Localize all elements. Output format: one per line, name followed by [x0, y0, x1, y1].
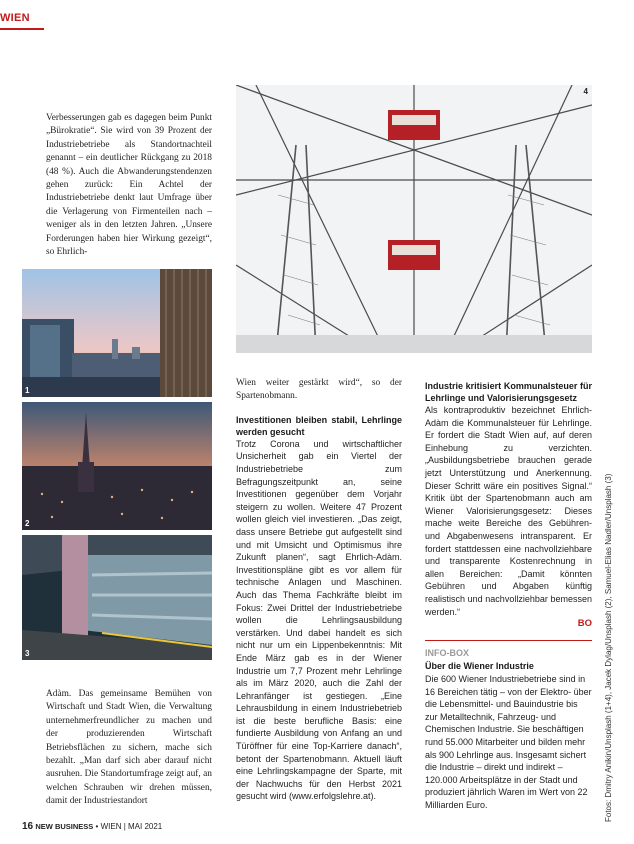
- infobox: [425, 648, 592, 812]
- photo-skyline: [22, 269, 212, 397]
- infobox-label: INFO-BOX: [425, 648, 469, 658]
- footer-date: MAI 2021: [128, 822, 163, 831]
- infobox-title: Über die Wiener Industrie: [425, 661, 534, 671]
- photo-credit: Fotos: Dmitry Anikin/Unsplash (1+4), Jacek Dylag/Unsplash (2), Samuel-Elias Nadler/Unsplash (3): [604, 473, 613, 822]
- photo-ferris-wheel: [236, 85, 592, 353]
- photo-subway: [22, 535, 212, 660]
- footer-section: WIEN: [100, 822, 122, 831]
- photo-number-2: 2: [25, 519, 30, 528]
- photo-number-3: 3: [25, 649, 30, 658]
- col1-bottom-text: [46, 688, 212, 809]
- section-rule: [0, 28, 44, 30]
- col3-text: [425, 380, 592, 632]
- col1-top-text: [46, 112, 212, 259]
- col1-bottom-paragraph: Adàm. Das gemeinsame Bemühen von Wirtschaft und Stadt Wien, die Verwaltung unternehmerfreundlicher zu machen und der produzierenden Wirtschaft Betriebsflächen zu sichern, mache sich bezahlt. „Man darf sich aber darauf nicht ausruhen. Die Standortumfrage zeigt auf, an welchen Schrauben wir drehen müssen, damit der Industriestandort: [46, 689, 212, 807]
- col2-text: [236, 377, 402, 803]
- magazine-name: NEW BUSINESS: [35, 822, 94, 831]
- photo-cathedral: [22, 402, 212, 530]
- footer-separator: |: [123, 822, 126, 831]
- page-number: 16: [22, 821, 34, 832]
- col2-intro: Wien weiter gestärkt wird“, so der Spartenobmann.: [236, 378, 402, 402]
- col3-heading: Industrie kritisiert Kommunalsteuer für Lehrlinge und Valorisierungsgesetz: [425, 381, 592, 403]
- infobox-body: Die 600 Wiener Industriebetriebe sind in 16 Bereichen tätig – von der Elektro- über die Lebensmittel- und Bauindustrie bis zur Metalltechnik, Fahrzeug- und Chemischen Industrie. Sie beschäftigen rund 55.000 Mitarbeiter und bilden mehr als 900 Lehrlinge aus. Insgesamt sichert die Industrie – direkt und indirekt – 120.000 Arbeitsplätze in der Stadt und produziert jährlich Waren im Wert von 22 Milliarden Euro.: [425, 674, 592, 810]
- col2-heading: Investitionen bleiben stabil, Lehrlinge werden gesucht: [236, 414, 402, 437]
- col3-body: Als kontraproduktiv bezeichnet Ehrlich-Adàm die Kommunalsteuer für Lehrlinge. Er fordert die Stadt Wien auf, auf deren Einhebung zu verzichten. „Ausbildungsbetriebe brauchen gerade jetzt Unterstützung und Anerkennung. Dieser Schritt wäre ein positives Signal.“ Kritik übt der Spartenobmann auch am Wiener Valorisierungsgesetz: Dieses mache weite Bereiche des Gebühren- und Abgabenwesens intransparent. Er fordert stattdessen eine nachvollziehbare und transparente Kostenrechnung in allen Bereichen: „Damit könnten Gebühren und Abgaben künftig realistisch und nachvollziehbar bemessen werden.“: [425, 405, 592, 617]
- photo-number-4: 4: [583, 87, 588, 96]
- photo-number-1: 1: [25, 386, 30, 395]
- col2-body: Trotz Corona und wirtschaftlicher Unsicherheit gab ein Viertel der Industriebetriebe zum Befragungszeitpunkt an, seine Investitionen gegenüber dem Vorjahr steigern zu wollen. Weitere 47 Prozent wollen gleich viel investieren. „Das zeigt, dass unsere Betriebe gut aufgestellt sind und mit Umsicht und Optimismus ihre Zukunft planen“, sagt Ehrlich-Adàm. Investitionspläne gibt es vor allem für technische Anlagen und Maschinen. Auch das Thema Fachkräfte bleibt im Fokus: Zwei Drittel der Industriebetriebe wollen die Lehrlingsausbildung verstärken. Und dabei handelt es sich nicht nur um ein Lippenbekenntnis: Mit Ende März gab es in der Wiener Industrie um 7,7 Prozent mehr Lehrlinge als im März 2020, auch die Zahl der Lehranfänger ist gestiegen. „Eine Lehrausbildung in einem Industriebetrieb ist die beste berufliche Basis: eine fundierte Ausbildung von Anfang an und Türöffner für eine Top-Karriere danach“, betont der Spartenobmann. Aktuell läuft eine Lehrlingskampagne der Sparte, mit der Nachwuchs für den Herbst 2021 gesucht wird (www.erfolgslehre.at).: [236, 438, 402, 802]
- page-footer: [22, 821, 162, 832]
- section-tag: WIEN: [0, 12, 30, 24]
- footer-bullet: •: [95, 822, 99, 831]
- infobox-rule: [425, 640, 592, 641]
- author-signature: BO: [577, 618, 592, 630]
- col1-top-paragraph: Verbesserungen gab es dagegen beim Punkt „Bürokratie“. Sie wird von 39 Prozent der Industriebetriebe als Standortnachteil genannt – ein deutlicher Rückgang zu 2018 (48 %). Auch die Abwanderungstendenzen gehen zurück: Ein Achtel der Industriebetriebe denkt laut Umfrage über die Verlagerung von Firmenteilen nach – weniger als in den letzten Jahren. „Unsere Forderungen haben hier Wirkung gezeigt“, so Ehrlich-: [46, 113, 212, 258]
